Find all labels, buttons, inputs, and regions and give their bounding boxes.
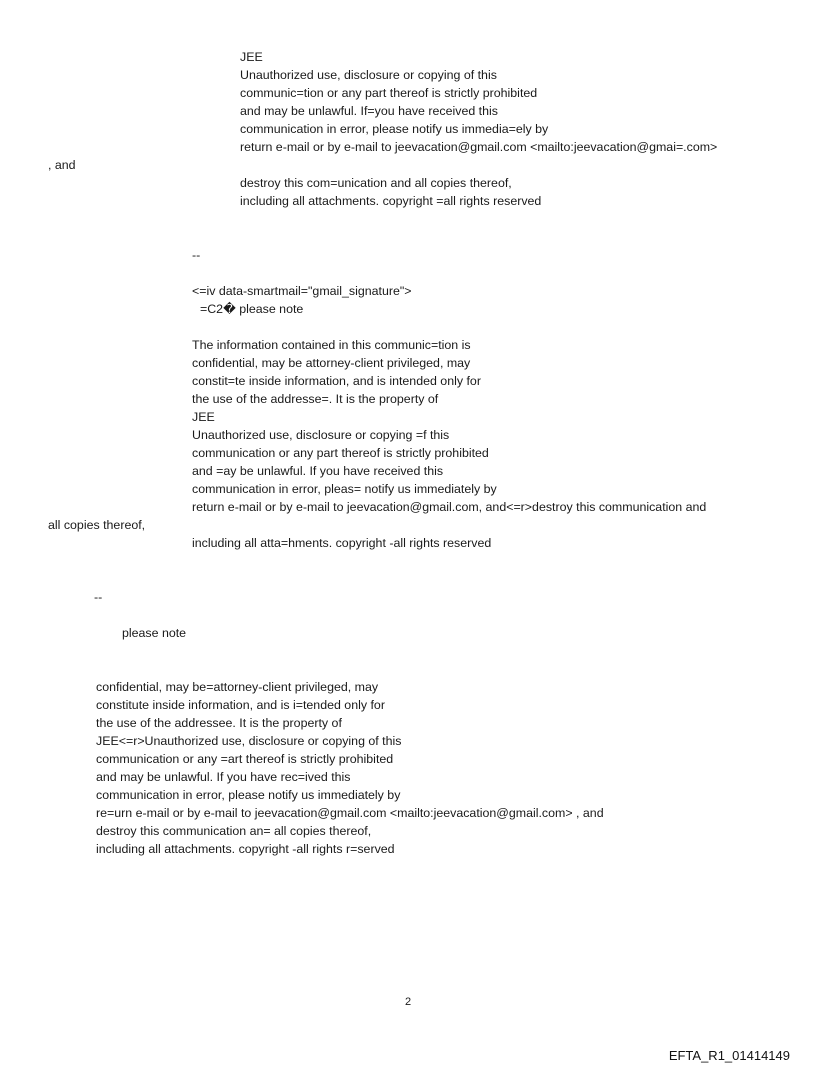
text-line: Unauthorized use, disclosure or copying of this: [240, 68, 497, 82]
text-line: re=urn e-mail or by e-mail to jeevacation@gmail.com <mailto:jeevacation@gmail.com> , and: [96, 806, 604, 820]
text-line: communication in error, please notify us immediately by: [96, 788, 401, 802]
text-line: =C2� please note: [200, 302, 304, 316]
text-line: confidential, may be=attorney-client privileged, may: [96, 680, 379, 694]
text-line: including all attachments. copyright =all rights reserved: [240, 194, 542, 208]
text-line: communic=tion or any part thereof is strictly prohibited: [240, 86, 538, 100]
text-line: and may be unlawful. If you have rec=ived this: [96, 770, 351, 784]
text-line: JEE<=r>Unauthorized use, disclosure or copying of this: [96, 734, 402, 748]
bates-id: EFTA_R1_01414149: [668, 1048, 790, 1063]
text-line: all copies thereof,: [48, 518, 146, 532]
text-line: communication in error, please notify us immedia=ely by: [240, 122, 549, 136]
text-line: destroy this communication an= all copies thereof,: [96, 824, 372, 838]
text-line: JEE: [192, 410, 215, 424]
text-line: confidential, may be attorney-client privileged, may: [192, 356, 471, 370]
text-line: destroy this com=unication and all copies thereof,: [240, 176, 512, 190]
text-line: including all atta=hments. copyright -all rights reserved: [192, 536, 492, 550]
text-line: constitute inside information, and is i=tended only for: [96, 698, 385, 712]
text-line: communication or any part thereof is strictly prohibited: [192, 446, 489, 460]
text-line: please note: [122, 626, 187, 640]
text-line: communication in error, pleas= notify us immediately by: [192, 482, 497, 496]
text-line: JEE: [240, 50, 263, 64]
text-line: the use of the addresse=. It is the property of: [192, 392, 439, 406]
text-line: The information contained in this communic=tion is: [192, 338, 471, 352]
text-line: communication or any =art thereof is strictly prohibited: [96, 752, 394, 766]
text-line: <=iv data-smartmail="gmail_signature">: [192, 284, 412, 298]
separator: --: [192, 248, 201, 262]
text-line: return e-mail or by e-mail to jeevacation@gmail.com, and<=r>destroy this communication and: [192, 500, 707, 514]
text-line: Unauthorized use, disclosure or copying =f this: [192, 428, 450, 442]
text-line: and =ay be unlawful. If you have received this: [192, 464, 444, 478]
text-line: the use of the addressee. It is the property of: [96, 716, 342, 730]
text-line: and may be unlawful. If=you have received this: [240, 104, 498, 118]
text-line: return e-mail or by e-mail to jeevacation@gmail.com <mailto:jeevacation@gmai=.com>: [240, 140, 718, 154]
page-number: 2: [404, 996, 412, 1008]
text-line: including all attachments. copyright -all rights r=served: [96, 842, 395, 856]
separator: --: [94, 590, 103, 604]
text-line: , and: [48, 158, 76, 172]
text-line: constit=te inside information, and is intended only for: [192, 374, 481, 388]
